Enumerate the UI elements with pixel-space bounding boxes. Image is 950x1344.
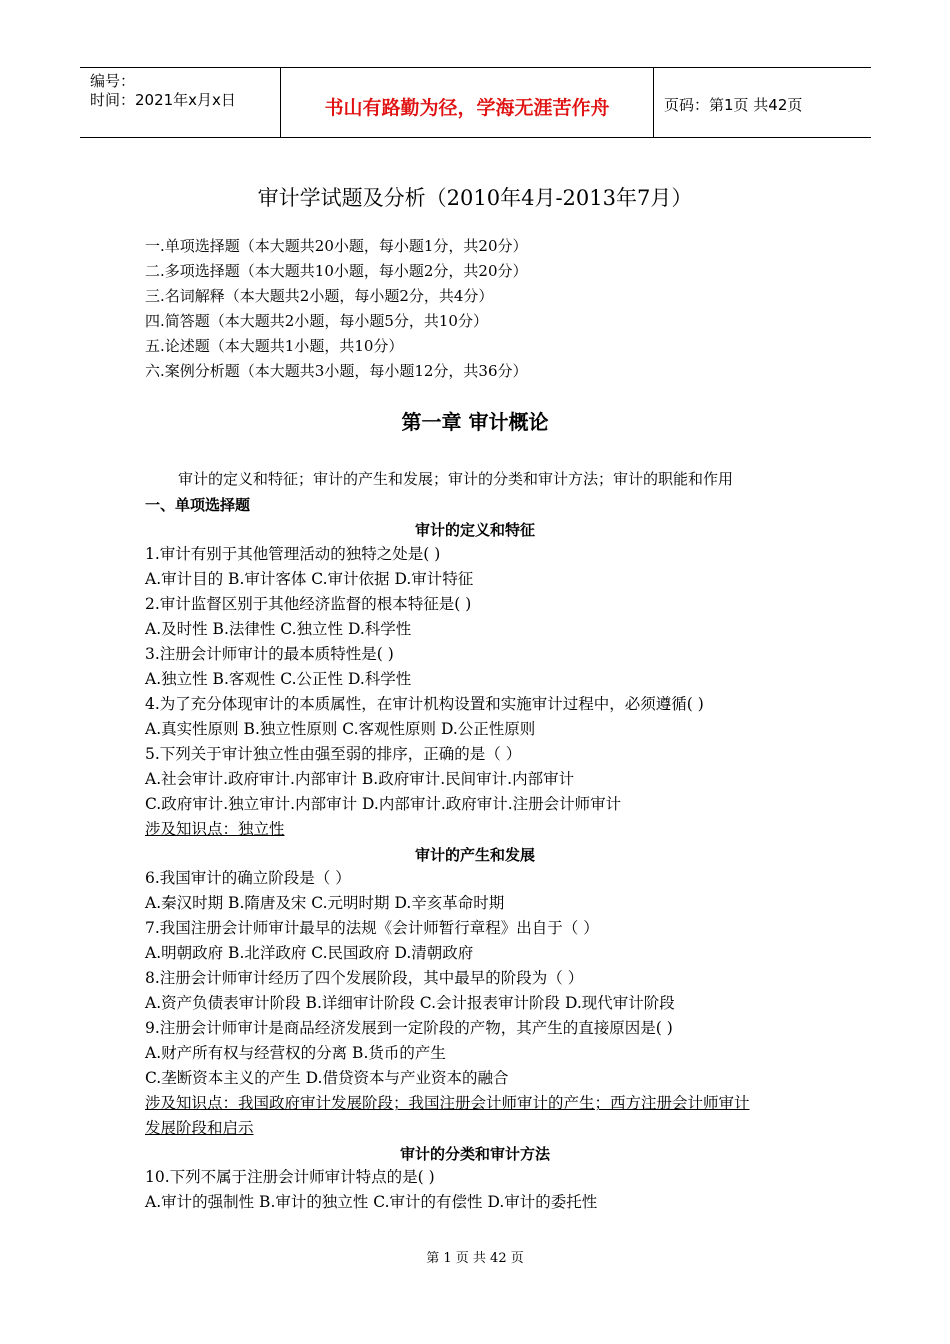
page-header [80, 67, 871, 138]
question-line: 4.为了充分体现审计的本质属性，在审计机构设置和实施审计过程中，必须遵循( ) [145, 695, 704, 713]
header-motto-cell [281, 68, 654, 137]
question-line: 7.我国注册会计师审计最早的法规《会计师暂行章程》出自于（ ） [145, 919, 599, 937]
page-footer: 第 1 页 共 42 页 [426, 1251, 524, 1266]
question-line: 10.下列不属于注册会计师审计特点的是( ) [145, 1168, 435, 1186]
question-line: 1.审计有别于其他管理活动的独特之处是( ) [145, 545, 441, 563]
option-line: C.政府审计.独立审计.内部审计 D.内部审计.政府审计.注册会计师审计 [145, 795, 622, 813]
subheading: 审计的定义和特征 [414, 521, 535, 539]
knowledge-point: 涉及知识点：我国政府审计发展阶段；我国注册会计师审计的产生；西方注册会计师审计 [145, 1094, 750, 1112]
part-heading: 一、单项选择题 [145, 496, 251, 514]
document-title: 审计学试题及分析（2010年4月-2013年7月） [257, 186, 693, 210]
section-item: 六.案例分析题（本大题共3小题，每小题12分，共36分） [145, 362, 528, 380]
option-line: A.审计的强制性 B.审计的独立性 C.审计的有偿性 D.审计的委托性 [145, 1193, 598, 1211]
chapter-intro: 审计的定义和特征；审计的产生和发展；审计的分类和审计方法；审计的职能和作用 [178, 470, 734, 488]
option-line: A.财产所有权与经营权的分离 B.货币的产生 [145, 1044, 446, 1062]
subheading: 审计的分类和审计方法 [399, 1145, 550, 1163]
motto: 书山有路勤为径，学海无涯苦作舟 [324, 97, 610, 119]
option-line: A.及时性 B.法律性 C.独立性 D.科学性 [145, 620, 412, 638]
option-line: A.秦汉时期 B.隋唐及宋 C.元明时期 D.辛亥革命时期 [145, 894, 505, 912]
question-line: 8.注册会计师审计经历了四个发展阶段，其中最早的阶段为（ ） [145, 969, 584, 987]
question-line: 9.注册会计师审计是商品经济发展到一定阶段的产物，其产生的直接原因是( ) [145, 1019, 673, 1037]
section-item: 三.名词解释（本大题共2小题，每小题2分，共4分） [145, 287, 494, 305]
option-line: A.真实性原则 B.独立性原则 C.客观性原则 D.公正性原则 [145, 720, 536, 738]
subheading: 审计的产生和发展 [414, 846, 535, 864]
question-line: 5.下列关于审计独立性由强至弱的排序，正确的是（ ） [145, 745, 522, 763]
question-line: 2.审计监督区别于其他经济监督的根本特征是( ) [145, 595, 472, 613]
knowledge-point: 发展阶段和启示 [145, 1119, 254, 1137]
option-line: C.垄断资本主义的产生 D.借贷资本与产业资本的融合 [145, 1069, 509, 1087]
option-line: A.独立性 B.客观性 C.公正性 D.科学性 [145, 670, 412, 688]
header-meta-cell [80, 68, 281, 137]
section-item: 五.论述题（本大题共1小题，共10分） [145, 337, 404, 355]
question-line: 3.注册会计师审计的最本质特性是( ) [145, 645, 394, 663]
section-item: 四.简答题（本大题共2小题，每小题5分，共10分） [145, 312, 488, 330]
time-label: 时间：2021年x月x日 [90, 91, 236, 109]
knowledge-point: 涉及知识点：独立性 [145, 820, 285, 838]
question-line: 6.我国审计的确立阶段是（ ） [145, 869, 351, 887]
option-line: A.明朝政府 B.北洋政府 C.民国政府 D.清朝政府 [145, 944, 474, 962]
option-line: A.社会审计.政府审计.内部审计 B.政府审计.民间审计.内部审计 [145, 770, 575, 788]
option-line: A.审计目的 B.审计客体 C.审计依据 D.审计特征 [145, 570, 474, 588]
page-info: 页码：第1页 共42页 [664, 96, 803, 114]
section-item: 一.单项选择题（本大题共20小题，每小题1分，共20分） [145, 237, 528, 255]
header-page-cell [654, 68, 871, 137]
section-item: 二.多项选择题（本大题共10小题，每小题2分，共20分） [145, 262, 528, 280]
number-label: 编号： [90, 72, 136, 90]
option-line: A.资产负债表审计阶段 B.详细审计阶段 C.会计报表审计阶段 D.现代审计阶段 [145, 994, 675, 1012]
chapter-heading: 第一章 审计概论 [401, 410, 549, 434]
